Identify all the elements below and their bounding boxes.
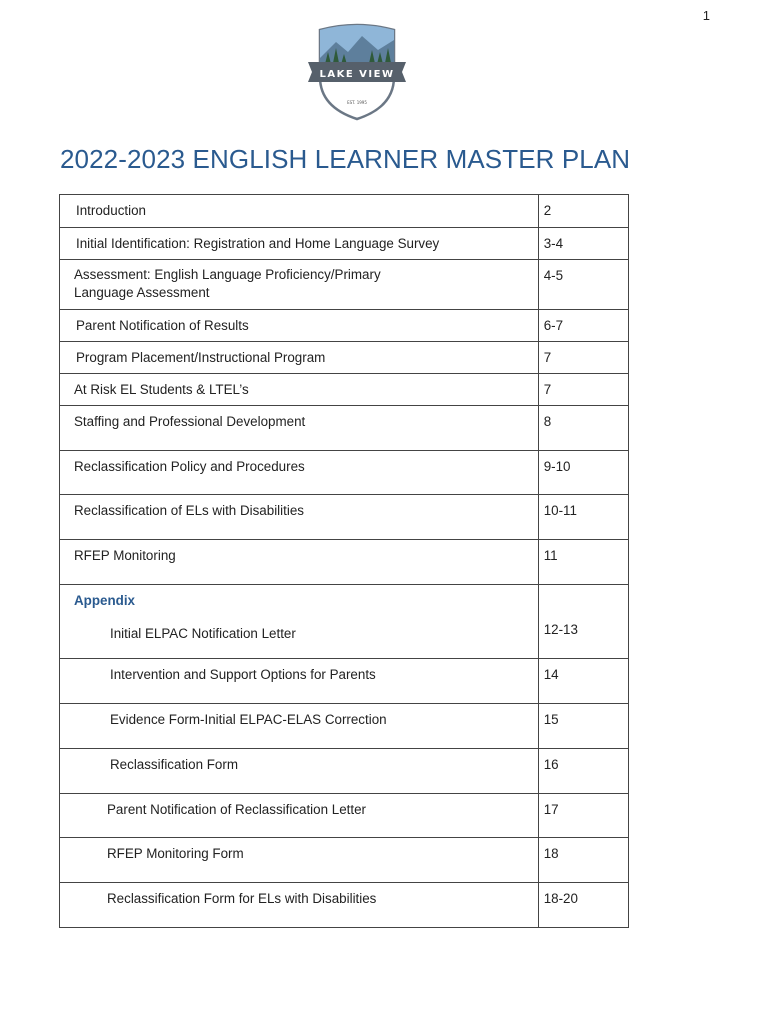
toc-pages: 14 <box>538 659 628 704</box>
toc-label: Intervention and Support Options for Parents <box>60 659 539 704</box>
toc-label: Evidence Form-Initial ELPAC-ELAS Correction <box>60 704 539 749</box>
toc-label: RFEP Monitoring <box>60 540 539 585</box>
appendix-cell <box>60 585 539 659</box>
toc-pages: 6-7 <box>538 310 628 342</box>
toc-label: RFEP Monitoring Form <box>60 838 539 883</box>
lake-view-logo <box>302 22 412 122</box>
toc-label: Parent Notification of Reclassification Letter <box>60 794 539 838</box>
toc-pages: 3-4 <box>538 228 628 260</box>
toc-row <box>60 749 629 794</box>
toc-row <box>60 838 629 883</box>
toc-pages: 18-20 <box>538 883 628 928</box>
toc-label: Assessment: English Language Proficiency/Primary Language Assessment <box>60 260 539 310</box>
toc-pages: 18 <box>538 838 628 883</box>
toc-pages: 8 <box>538 406 628 451</box>
toc-pages: 10-11 <box>538 495 628 540</box>
toc-label: Parent Notification of Results <box>60 310 539 342</box>
toc-row <box>60 342 629 374</box>
appendix-heading: Appendix <box>74 593 136 608</box>
toc-label: Staffing and Professional Development <box>60 406 539 451</box>
toc-pages: 12-13 <box>538 585 628 659</box>
toc-pages: 2 <box>538 195 628 228</box>
toc-pages: 4-5 <box>538 260 628 310</box>
toc-row <box>60 794 629 838</box>
toc-row <box>60 195 629 228</box>
toc-pages: 17 <box>538 794 628 838</box>
toc-label: Initial ELPAC Notification Letter <box>110 626 296 641</box>
page-title: 2022-2023 ENGLISH LEARNER MASTER PLAN <box>60 144 631 174</box>
logo-text: LAKE VIEW <box>319 69 395 80</box>
toc-row <box>60 495 629 540</box>
toc-label: Reclassification of ELs with Disabilities <box>60 495 539 540</box>
toc-pages: 7 <box>538 374 628 406</box>
toc-pages: 15 <box>538 704 628 749</box>
toc-row <box>60 374 629 406</box>
toc-pages: 7 <box>538 342 628 374</box>
toc-label: Program Placement/Instructional Program <box>60 342 539 374</box>
toc-row <box>60 451 629 495</box>
toc-row <box>60 406 629 451</box>
toc-label: Reclassification Form <box>60 749 539 794</box>
toc-pages: 16 <box>538 749 628 794</box>
toc-row <box>60 704 629 749</box>
toc-row <box>60 310 629 342</box>
toc-row <box>60 883 629 928</box>
logo-small-text: EST. 1995 <box>347 100 367 105</box>
toc-label: Introduction <box>60 195 539 228</box>
toc-row <box>60 585 629 659</box>
toc-label: Initial Identification: Registration and Home Language Survey <box>60 228 539 260</box>
page-number: 1 <box>702 8 710 23</box>
toc-label: Reclassification Form for ELs with Disabilities <box>60 883 539 928</box>
toc-row <box>60 659 629 704</box>
toc-row <box>60 228 629 260</box>
toc-pages: 11 <box>538 540 628 585</box>
toc-row <box>60 260 629 310</box>
table-of-contents <box>59 194 629 928</box>
toc-label: At Risk EL Students & LTEL’s <box>60 374 539 406</box>
toc-pages: 9-10 <box>538 451 628 495</box>
toc-row <box>60 540 629 585</box>
toc-label: Reclassification Policy and Procedures <box>60 451 539 495</box>
